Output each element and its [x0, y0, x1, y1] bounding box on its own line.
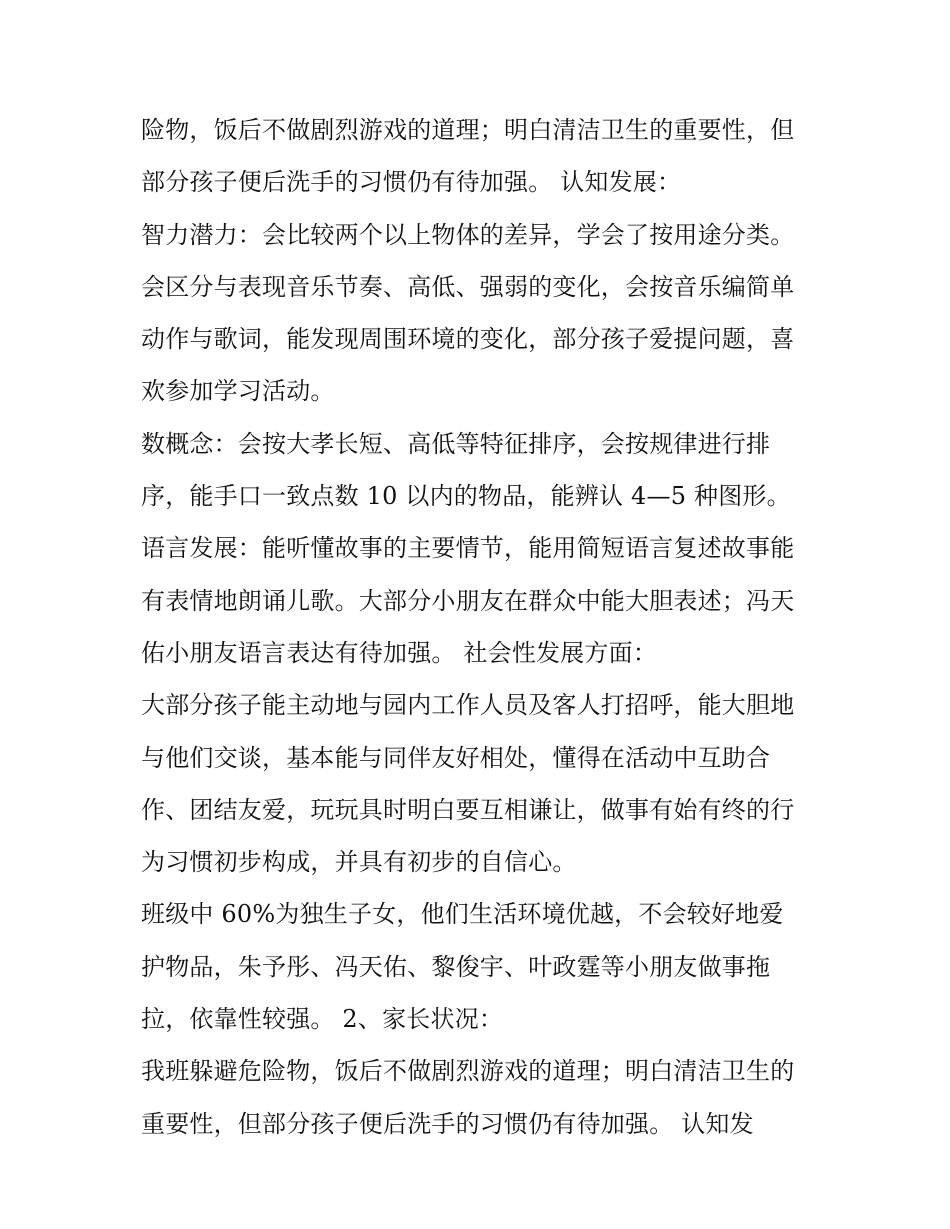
text-line-15: 为习惯初步构成，并具有初步的自信心。: [141, 848, 577, 877]
text-line-1: 险物，饭后不做剧烈游戏的道理；明白清洁卫生的重要性，但: [141, 116, 795, 144]
text-line-11: 佑小朋友语言表达有待加强。 社会性发展方面：: [141, 638, 658, 667]
text-line-7: 数概念：会按大孝长短、高低等特征排序，会按规律进行排: [141, 429, 771, 458]
text-line-20: 重要性，但部分孩子便后洗手的习惯仍有待加强。 认知发: [141, 1109, 754, 1138]
text-line-16: 班级中 60%为独生子女，他们生活环境优越，不会较好地爱: [141, 900, 784, 929]
document-body: [141, 104, 816, 1150]
text-line-10: 有表情地朗诵儿歌。大部分小朋友在群众中能大胆表述；冯天: [141, 586, 795, 615]
text-line-3: 智力潜力：会比较两个以上物体的差异，学会了按用途分类。: [141, 220, 795, 249]
text-line-5: 动作与歌词，能发现周围环境的变化，部分孩子爱提问题，喜: [141, 325, 795, 354]
text-line-18: 拉，依靠性较强。 2、家长状况：: [141, 1005, 504, 1034]
text-line-9: 语言发展：能听懂故事的主要情节，能用简短语言复述故事能: [141, 534, 795, 563]
text-line-2: 部分孩子便后洗手的习惯仍有待加强。 认知发展：: [141, 168, 682, 197]
text-line-19: 我班躲避危险物，饭后不做剧烈游戏的道理；明白清洁卫生的: [141, 1057, 795, 1086]
text-line-14: 作、团结友爱，玩玩具时明白要互相谦让，做事有始有终的行: [141, 795, 795, 824]
text-line-4: 会区分与表现音乐节奏、高低、强弱的变化，会按音乐编简单: [141, 272, 795, 301]
text-line-12: 大部分孩子能主动地与园内工作人员及客人打招呼，能大胆地: [141, 691, 795, 720]
text-line-13: 与他们交谈，基本能与同伴友好相处，懂得在活动中互助合: [141, 743, 771, 772]
text-line-8: 序，能手口一致点数 10 以内的物品，能辨认 4—5 种图形。: [141, 482, 791, 511]
text-line-6: 欢参加学习活动。: [141, 377, 335, 406]
text-line-17: 护物品，朱予彤、冯天佑、黎俊宇、叶政霆等小朋友做事拖: [141, 952, 771, 981]
